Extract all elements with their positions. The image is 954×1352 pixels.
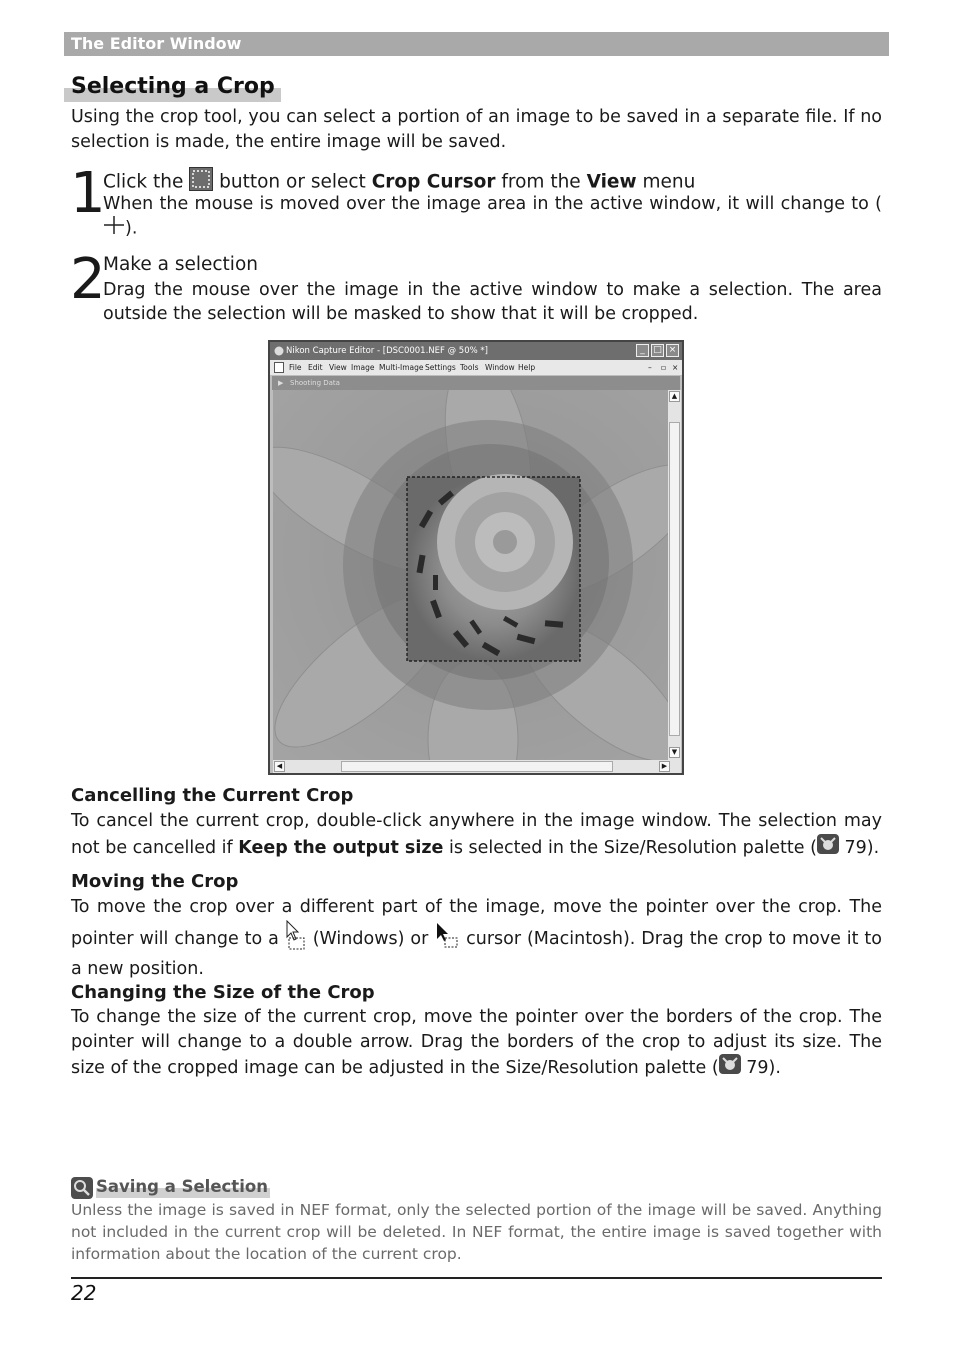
footer-rule (71, 1277, 882, 1279)
moving-body-pre: To move the crop over a different part of the image, move the pointer over the crop. The pointer will change to a (71, 897, 882, 949)
step-1-body-pre: When the mouse is moved over the image area in the active window, it will change to ( (103, 194, 882, 214)
menu-view: View (329, 363, 347, 372)
scroll-down-icon: ▼ (669, 747, 680, 758)
window-title: Nikon Capture Editor - [DSC0001.NEF @ 50% *] (286, 346, 488, 356)
crosshair-cursor-icon (103, 216, 125, 241)
page-reference-icon (817, 834, 839, 862)
mac-move-cursor-icon (434, 922, 460, 956)
changing-size-heading: Changing the Size of the Crop (71, 982, 375, 1003)
page-reference-icon (719, 1054, 741, 1082)
menu-window: Window (485, 363, 515, 372)
changing-size-body (71, 1005, 882, 1082)
step-1-body (103, 192, 882, 241)
app-icon (274, 346, 284, 356)
page-number: 22 (71, 1281, 97, 1305)
windows-move-cursor-icon (285, 920, 307, 958)
expand-arrow-icon: ▶ (278, 379, 284, 387)
tip-title: Saving a Selection (96, 1177, 268, 1196)
changing-ref: 79). (746, 1057, 781, 1078)
cancelling-body-post: is selected in the Size/Resolution palette ( (448, 837, 817, 858)
menu-edit: Edit (308, 363, 323, 372)
window-menubar (270, 360, 682, 375)
step-1-head-mid: button or select (219, 171, 366, 193)
menu-multi-image: Multi-Image (379, 363, 424, 372)
horizontal-scrollbar (273, 760, 681, 773)
changing-body-pre: To change the size of the current crop, move the pointer over the borders of the crop. The pointer will change to a double arrow. Drag the borders of the crop to adjust its size. The size of the cropped image can be adjusted in the Size/Resolution palette ( (71, 1007, 882, 1078)
sunflower-photo (273, 390, 668, 760)
shooting-data-bar (272, 376, 680, 390)
menu-tools: Tools (460, 363, 479, 372)
cancelling-crop-heading: Cancelling the Current Crop (71, 785, 354, 806)
mdi-minimize-icon: – (648, 363, 652, 372)
menu-image: Image (351, 363, 375, 372)
scroll-right-icon: ▶ (659, 761, 670, 772)
mdi-restore-icon: ▫ (661, 363, 667, 372)
crop-cursor-label: Crop Cursor (371, 171, 496, 193)
scroll-up-icon: ▲ (669, 391, 680, 402)
step-2-number: 2 (70, 247, 106, 312)
running-header: The Editor Window (64, 32, 889, 56)
view-menu-label: View (586, 171, 637, 193)
window-titlebar (270, 342, 682, 360)
moving-body-post: cursor (Macintosh). Drag the crop to move it to a new position. (71, 928, 882, 979)
step-2-heading: Make a selection (103, 254, 258, 275)
moving-body-mid: (Windows) or (312, 928, 429, 949)
scroll-left-icon: ◀ (274, 761, 285, 772)
step-1-head-pre: Click the (103, 171, 184, 193)
cancelling-ref: 79). (844, 837, 880, 858)
step-2-body: Drag the mouse over the image in the active window to make a selection. The area outside the selection will be masked to show that it will be cropped. (103, 280, 882, 324)
intro-paragraph: Using the crop tool, you can select a portion of an image to be saved in a separate file. If no selection is made, the entire image will be saved. (71, 107, 882, 152)
tip-body: Unless the image is saved in NEF format, only the selected portion of the image will be saved. Anything not included in the current crop will be deleted. In NEF format, the entire image is saved together with information about the location of the current crop. (71, 1201, 882, 1263)
horizontal-scroll-thumb (341, 761, 613, 772)
page-title: Selecting a Crop (64, 74, 281, 102)
step-1-head-from: from the (501, 171, 581, 193)
step-1-head-post: menu (642, 171, 696, 193)
minimize-icon: _ (636, 344, 649, 357)
moving-crop-body (71, 895, 882, 982)
mdi-close-icon: × (672, 363, 679, 372)
step-1-number: 1 (70, 161, 106, 226)
menu-settings: Settings (425, 363, 456, 372)
menu-help: Help (518, 363, 536, 372)
moving-crop-heading: Moving the Crop (71, 871, 239, 892)
step-1-body-post: ). (125, 218, 138, 239)
cancelling-crop-body (71, 809, 882, 861)
vertical-scrollbar (668, 390, 681, 760)
maximize-icon: □ (651, 344, 664, 357)
cancelling-body-pre: To cancel the current crop, double-click anywhere in the image window. The selection may not be cancelled if (71, 811, 882, 858)
menu-file: File (289, 363, 302, 372)
keep-output-size-label: Keep the output size (238, 837, 444, 858)
close-icon: × (666, 344, 679, 357)
shooting-data-label: Shooting Data (290, 379, 340, 387)
document-icon (274, 362, 284, 373)
editor-window-screenshot (268, 340, 684, 775)
vertical-scroll-thumb (669, 422, 680, 736)
